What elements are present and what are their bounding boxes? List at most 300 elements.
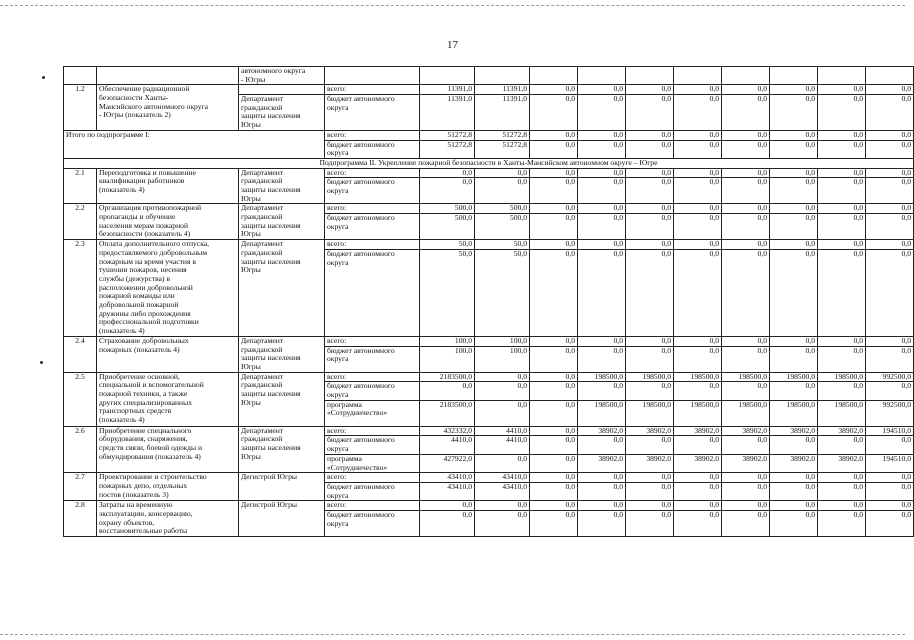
amount-cell: 0,0 <box>818 95 866 131</box>
amount-cell: 0,0 <box>818 382 866 400</box>
amount-cell: 0,0 <box>674 336 722 346</box>
funding-source: бюджет автономного округа <box>325 510 420 536</box>
amount-cell: 198500,0 <box>818 372 866 382</box>
amount-cell: 500,0 <box>475 204 530 214</box>
amount-cell: 194510,0 <box>866 454 914 472</box>
amount-cell: 0,0 <box>722 482 770 500</box>
executor: Департамент гражданской защиты населения Югры <box>239 336 325 372</box>
amount-cell: 0,0 <box>770 214 818 240</box>
funding-source: всего: <box>325 240 420 250</box>
amount-cell: 0,0 <box>530 400 578 426</box>
amount-cell: 0,0 <box>578 168 626 178</box>
amount-cell: 0,0 <box>866 214 914 240</box>
table-row <box>64 336 914 346</box>
measure-name: Приобретение специального оборудования, снаряжения, средств связи, боевой одежды и обмундирования (показатель 4) <box>97 426 239 472</box>
amount-cell: 0,0 <box>530 454 578 472</box>
measure-name: Оплата дополнительного отпуска, предоставляемого добровольным пожарным на время участия в тушении пожаров, несения службы (дежурства) в расположении добровольной пожарной команды или добровольной пожарной дружины либо прохождения профессиональной подготовки (показатель 4) <box>97 240 239 337</box>
amount-cell: 0,0 <box>475 382 530 400</box>
amount-cell: 0,0 <box>674 178 722 204</box>
amount-cell: 0,0 <box>626 130 674 140</box>
amount-cell: 0,0 <box>866 382 914 400</box>
funding-source: бюджет автономного округа <box>325 482 420 500</box>
amount-cell: 38902,0 <box>770 426 818 436</box>
amount-cell: 0,0 <box>722 336 770 346</box>
margin-dot <box>40 361 43 364</box>
funding-source: бюджет автономного округа <box>325 178 420 204</box>
funding-source: всего: <box>325 372 420 382</box>
amount-cell: 38902,0 <box>674 426 722 436</box>
measure-name: Страхование добровольных пожарных (показатель 4) <box>97 336 239 372</box>
amount-cell: 0,0 <box>818 178 866 204</box>
amount-cell: 0,0 <box>626 482 674 500</box>
budget-table <box>63 66 914 537</box>
subprogram-title: Подпрограмма II. Укрепление пожарной безопасности в Ханты-Мансийском автономном округе – Югре <box>64 158 914 168</box>
amount-cell: 0,0 <box>475 400 530 426</box>
amount-cell: 0,0 <box>578 482 626 500</box>
amount-cell: 0,0 <box>626 249 674 336</box>
amount-cell: 0,0 <box>770 95 818 131</box>
amount-cell: 198500,0 <box>674 400 722 426</box>
amount-cell <box>818 67 866 85</box>
amount-cell: 0,0 <box>420 501 475 511</box>
amount-cell: 0,0 <box>770 346 818 372</box>
amount-cell: 43410,0 <box>420 473 475 483</box>
amount-cell: 0,0 <box>578 473 626 483</box>
executor-fragment: автономного округа - Югры <box>239 67 325 85</box>
amount-cell: 992500,0 <box>866 400 914 426</box>
amount-cell: 0,0 <box>578 140 626 158</box>
executor: Департамент гражданской защиты населения Югры <box>239 95 325 131</box>
amount-cell: 0,0 <box>530 95 578 131</box>
amount-cell: 0,0 <box>722 240 770 250</box>
amount-cell: 0,0 <box>722 130 770 140</box>
amount-cell: 11391,0 <box>420 95 475 131</box>
amount-cell: 0,0 <box>674 473 722 483</box>
row-number: 2.6 <box>64 426 97 472</box>
row-number: 2.7 <box>64 473 97 501</box>
amount-cell: 0,0 <box>674 85 722 95</box>
amount-cell: 0,0 <box>722 214 770 240</box>
amount-cell: 0,0 <box>626 501 674 511</box>
amount-cell: 0,0 <box>770 178 818 204</box>
subprogram-header-row <box>64 158 914 168</box>
amount-cell: 0,0 <box>530 240 578 250</box>
amount-cell: 500,0 <box>420 214 475 240</box>
amount-cell: 2183500,0 <box>420 372 475 382</box>
amount-cell: 0,0 <box>626 346 674 372</box>
measure-name: Проектирование и строительство пожарных депо, отдельных постов (показатель 3) <box>97 473 239 501</box>
amount-cell: 0,0 <box>626 436 674 454</box>
row-number: 2.2 <box>64 204 97 240</box>
row-number: 2.4 <box>64 336 97 372</box>
executor: Департамент гражданской защиты населения Югры <box>239 168 325 204</box>
amount-cell: 0,0 <box>770 482 818 500</box>
amount-cell <box>530 67 578 85</box>
amount-cell: 0,0 <box>866 240 914 250</box>
amount-cell: 0,0 <box>626 204 674 214</box>
funding-source: бюджет автономного округа <box>325 436 420 454</box>
amount-cell: 0,0 <box>770 249 818 336</box>
executor: Департамент гражданской защиты населения Югры <box>239 372 325 426</box>
amount-cell: 0,0 <box>770 130 818 140</box>
amount-cell: 0,0 <box>674 204 722 214</box>
amount-cell <box>770 67 818 85</box>
table-row <box>64 204 914 214</box>
amount-cell: 0,0 <box>866 168 914 178</box>
amount-cell <box>866 67 914 85</box>
amount-cell: 0,0 <box>770 501 818 511</box>
row-number: 2.8 <box>64 501 97 537</box>
funding-source: всего: <box>325 426 420 436</box>
amount-cell <box>420 67 475 85</box>
amount-cell: 0,0 <box>866 336 914 346</box>
amount-cell: 0,0 <box>674 214 722 240</box>
amount-cell: 100,0 <box>475 336 530 346</box>
amount-cell: 100,0 <box>420 336 475 346</box>
amount-cell: 38902,0 <box>818 426 866 436</box>
amount-cell: 0,0 <box>818 240 866 250</box>
amount-cell: 0,0 <box>818 510 866 536</box>
funding-source: программа «Сотрудничество» <box>325 400 420 426</box>
amount-cell <box>578 67 626 85</box>
amount-cell: 0,0 <box>722 95 770 131</box>
amount-cell: 0,0 <box>578 346 626 372</box>
funding-source: бюджет автономного округа <box>325 249 420 336</box>
amount-cell: 0,0 <box>626 214 674 240</box>
table-row <box>64 501 914 511</box>
amount-cell: 0,0 <box>530 482 578 500</box>
executor: Дегистрой Югры <box>239 473 325 501</box>
funding-source: всего: <box>325 336 420 346</box>
margin-dot <box>42 76 45 79</box>
amount-cell: 0,0 <box>530 204 578 214</box>
amount-cell: 0,0 <box>578 501 626 511</box>
funding-source: программа «Сотрудничество» <box>325 454 420 472</box>
amount-cell: 0,0 <box>420 382 475 400</box>
amount-cell: 198500,0 <box>722 400 770 426</box>
amount-cell: 51272,8 <box>420 140 475 158</box>
table-row <box>64 130 914 140</box>
amount-cell: 0,0 <box>818 214 866 240</box>
amount-cell: 432332,0 <box>420 426 475 436</box>
amount-cell: 0,0 <box>866 436 914 454</box>
table-row <box>64 426 914 436</box>
amount-cell: 0,0 <box>674 501 722 511</box>
amount-cell: 0,0 <box>818 204 866 214</box>
amount-cell: 43410,0 <box>420 482 475 500</box>
amount-cell: 43410,0 <box>475 473 530 483</box>
funding-source: бюджет автономного округа <box>325 346 420 372</box>
amount-cell: 38902,0 <box>722 426 770 436</box>
amount-cell: 50,0 <box>420 249 475 336</box>
amount-cell: 0,0 <box>578 130 626 140</box>
amount-cell: 0,0 <box>626 336 674 346</box>
amount-cell: 0,0 <box>866 482 914 500</box>
table-row <box>64 85 914 95</box>
amount-cell: 194510,0 <box>866 426 914 436</box>
measure-name: Организация противопожарной пропаганды и обучение населения мерам пожарной безопасности (показатель 4) <box>97 204 239 240</box>
amount-cell: 198500,0 <box>770 400 818 426</box>
amount-cell: 0,0 <box>626 85 674 95</box>
amount-cell: 0,0 <box>530 85 578 95</box>
table-row <box>64 372 914 382</box>
measure-name: Обеспечение радиационной безопасности Ханты- Мансийского автономного округа - Югры (показатель 2) <box>97 85 239 130</box>
amount-cell: 0,0 <box>770 240 818 250</box>
bottom-scan-edge <box>0 634 905 635</box>
amount-cell: 0,0 <box>530 473 578 483</box>
amount-cell: 198500,0 <box>674 372 722 382</box>
amount-cell: 38902,0 <box>626 426 674 436</box>
funding-source: бюджет автономного округа <box>325 95 420 131</box>
amount-cell: 38902,0 <box>626 454 674 472</box>
amount-cell: 43410,0 <box>475 482 530 500</box>
table-body <box>64 67 914 537</box>
funding-source: всего: <box>325 501 420 511</box>
amount-cell: 0,0 <box>866 249 914 336</box>
amount-cell: 198500,0 <box>818 400 866 426</box>
amount-cell: 0,0 <box>722 346 770 372</box>
amount-cell: 0,0 <box>475 454 530 472</box>
amount-cell: 198500,0 <box>722 372 770 382</box>
amount-cell: 51272,8 <box>475 130 530 140</box>
amount-cell: 0,0 <box>626 510 674 536</box>
funding-source: всего: <box>325 473 420 483</box>
amount-cell: 11391,0 <box>475 85 530 95</box>
amount-cell: 0,0 <box>722 510 770 536</box>
amount-cell: 0,0 <box>866 473 914 483</box>
table-row <box>64 473 914 483</box>
amount-cell: 0,0 <box>770 382 818 400</box>
amount-cell: 0,0 <box>674 240 722 250</box>
measure-name: Приобретение основной, специальной и вспомогательной пожарной техники, а также других специализированных транспортных средств (показатель 4) <box>97 372 239 426</box>
amount-cell: 0,0 <box>866 510 914 536</box>
amount-cell: 0,0 <box>818 168 866 178</box>
amount-cell: 0,0 <box>578 436 626 454</box>
row-number: 2.1 <box>64 168 97 204</box>
amount-cell: 51272,8 <box>420 130 475 140</box>
amount-cell: 4410,0 <box>420 436 475 454</box>
amount-cell: 0,0 <box>530 501 578 511</box>
amount-cell: 0,0 <box>475 372 530 382</box>
amount-cell: 0,0 <box>770 85 818 95</box>
amount-cell: 0,0 <box>530 168 578 178</box>
amount-cell: 198500,0 <box>626 400 674 426</box>
page-number: 17 <box>447 39 458 51</box>
amount-cell: 0,0 <box>420 168 475 178</box>
amount-cell: 4410,0 <box>475 436 530 454</box>
amount-cell: 0,0 <box>818 130 866 140</box>
amount-cell: 0,0 <box>626 140 674 158</box>
executor: Дегистрой Югры <box>239 501 325 537</box>
executor: Департамент гражданской защиты населения Югры <box>239 204 325 240</box>
amount-cell: 0,0 <box>578 204 626 214</box>
amount-cell: 0,0 <box>578 178 626 204</box>
amount-cell: 38902,0 <box>818 454 866 472</box>
amount-cell: 0,0 <box>530 382 578 400</box>
amount-cell: 0,0 <box>674 482 722 500</box>
amount-cell: 0,0 <box>530 372 578 382</box>
amount-cell: 198500,0 <box>578 400 626 426</box>
amount-cell: 100,0 <box>475 346 530 372</box>
executor: Департамент гражданской защиты населения Югры <box>239 426 325 472</box>
measure-name: Затраты на временную эксплуатацию, консервацию, охрану объектов, восстановительные работы <box>97 501 239 537</box>
amount-cell: 0,0 <box>818 346 866 372</box>
amount-cell <box>674 67 722 85</box>
amount-cell: 427922,0 <box>420 454 475 472</box>
amount-cell: 0,0 <box>722 473 770 483</box>
amount-cell <box>722 67 770 85</box>
amount-cell: 0,0 <box>722 178 770 204</box>
amount-cell: 0,0 <box>475 178 530 204</box>
amount-cell: 0,0 <box>578 240 626 250</box>
amount-cell: 0,0 <box>722 204 770 214</box>
amount-cell: 0,0 <box>722 168 770 178</box>
amount-cell: 0,0 <box>674 130 722 140</box>
row-number <box>64 67 97 85</box>
amount-cell: 0,0 <box>475 501 530 511</box>
amount-cell: 0,0 <box>818 140 866 158</box>
amount-cell: 0,0 <box>420 510 475 536</box>
amount-cell: 0,0 <box>674 436 722 454</box>
amount-cell: 0,0 <box>578 336 626 346</box>
amount-cell: 0,0 <box>626 178 674 204</box>
amount-cell: 0,0 <box>722 436 770 454</box>
measure-name: Переподготовка и повышение квалификации работников (показатель 4) <box>97 168 239 204</box>
funding-source <box>325 67 420 85</box>
amount-cell: 0,0 <box>674 382 722 400</box>
row-number: 2.3 <box>64 240 97 337</box>
row-number: 1.2 <box>64 85 97 130</box>
amount-cell: 0,0 <box>578 95 626 131</box>
amount-cell: 0,0 <box>578 510 626 536</box>
amount-cell: 2183500,0 <box>420 400 475 426</box>
amount-cell: 0,0 <box>530 510 578 536</box>
row-number: 2.5 <box>64 372 97 426</box>
table-row <box>64 67 914 85</box>
amount-cell: 38902,0 <box>770 454 818 472</box>
amount-cell: 38902,0 <box>578 426 626 436</box>
amount-cell: 0,0 <box>722 501 770 511</box>
amount-cell: 50,0 <box>420 240 475 250</box>
amount-cell: 0,0 <box>818 249 866 336</box>
amount-cell: 0,0 <box>818 85 866 95</box>
funding-source: всего: <box>325 85 420 95</box>
amount-cell: 0,0 <box>674 168 722 178</box>
amount-cell: 0,0 <box>626 473 674 483</box>
amount-cell: 0,0 <box>770 473 818 483</box>
amount-cell: 0,0 <box>578 214 626 240</box>
amount-cell: 0,0 <box>530 436 578 454</box>
amount-cell: 0,0 <box>722 85 770 95</box>
amount-cell: 0,0 <box>530 346 578 372</box>
amount-cell: 0,0 <box>866 85 914 95</box>
amount-cell: 38902,0 <box>722 454 770 472</box>
amount-cell: 0,0 <box>530 130 578 140</box>
amount-cell: 0,0 <box>722 382 770 400</box>
amount-cell: 198500,0 <box>770 372 818 382</box>
amount-cell: 0,0 <box>866 178 914 204</box>
amount-cell: 0,0 <box>530 140 578 158</box>
amount-cell: 0,0 <box>530 178 578 204</box>
amount-cell: 0,0 <box>818 501 866 511</box>
amount-cell: 38902,0 <box>578 454 626 472</box>
amount-cell: 0,0 <box>674 140 722 158</box>
amount-cell: 4410,0 <box>475 426 530 436</box>
funding-source: бюджет автономного округа <box>325 382 420 400</box>
amount-cell: 0,0 <box>530 336 578 346</box>
top-scan-edge <box>0 5 905 6</box>
subtotal-label: Итого по подпрограмме I: <box>64 130 325 158</box>
amount-cell: 500,0 <box>420 204 475 214</box>
amount-cell: 0,0 <box>530 249 578 336</box>
amount-cell: 51272,8 <box>475 140 530 158</box>
executor: Департамент гражданской защиты населения Югры <box>239 240 325 337</box>
amount-cell: 0,0 <box>674 95 722 131</box>
amount-cell: 0,0 <box>530 214 578 240</box>
amount-cell: 198500,0 <box>626 372 674 382</box>
funding-source: всего: <box>325 204 420 214</box>
amount-cell: 0,0 <box>770 140 818 158</box>
amount-cell: 0,0 <box>420 178 475 204</box>
funding-source: бюджет автономного округа <box>325 214 420 240</box>
amount-cell: 0,0 <box>626 95 674 131</box>
table-row <box>64 168 914 178</box>
amount-cell: 0,0 <box>578 249 626 336</box>
amount-cell: 0,0 <box>818 436 866 454</box>
funding-source: всего: <box>325 130 420 140</box>
amount-cell: 0,0 <box>866 204 914 214</box>
amount-cell: 0,0 <box>866 346 914 372</box>
amount-cell: 0,0 <box>626 382 674 400</box>
amount-cell: 38902,0 <box>674 454 722 472</box>
amount-cell: 500,0 <box>475 214 530 240</box>
amount-cell: 0,0 <box>722 249 770 336</box>
amount-cell: 0,0 <box>722 140 770 158</box>
amount-cell: 0,0 <box>578 382 626 400</box>
amount-cell: 100,0 <box>420 346 475 372</box>
amount-cell: 0,0 <box>578 85 626 95</box>
amount-cell: 0,0 <box>770 168 818 178</box>
amount-cell: 198500,0 <box>578 372 626 382</box>
funding-source: бюджет автономного округа <box>325 140 420 158</box>
amount-cell: 0,0 <box>866 140 914 158</box>
amount-cell: 50,0 <box>475 249 530 336</box>
amount-cell: 0,0 <box>674 249 722 336</box>
amount-cell: 11391,0 <box>475 95 530 131</box>
amount-cell: 992500,0 <box>866 372 914 382</box>
amount-cell: 0,0 <box>475 510 530 536</box>
amount-cell: 0,0 <box>530 426 578 436</box>
amount-cell: 0,0 <box>626 168 674 178</box>
amount-cell: 11391,0 <box>420 85 475 95</box>
amount-cell: 0,0 <box>770 204 818 214</box>
amount-cell <box>475 67 530 85</box>
amount-cell: 0,0 <box>818 482 866 500</box>
measure-name <box>97 67 239 85</box>
amount-cell: 0,0 <box>475 168 530 178</box>
amount-cell: 0,0 <box>818 473 866 483</box>
amount-cell: 0,0 <box>866 501 914 511</box>
amount-cell <box>626 67 674 85</box>
table-row <box>64 240 914 250</box>
amount-cell: 0,0 <box>818 336 866 346</box>
amount-cell: 0,0 <box>674 346 722 372</box>
amount-cell: 0,0 <box>674 510 722 536</box>
amount-cell: 0,0 <box>866 130 914 140</box>
amount-cell: 0,0 <box>770 336 818 346</box>
amount-cell: 0,0 <box>770 436 818 454</box>
amount-cell: 0,0 <box>770 510 818 536</box>
